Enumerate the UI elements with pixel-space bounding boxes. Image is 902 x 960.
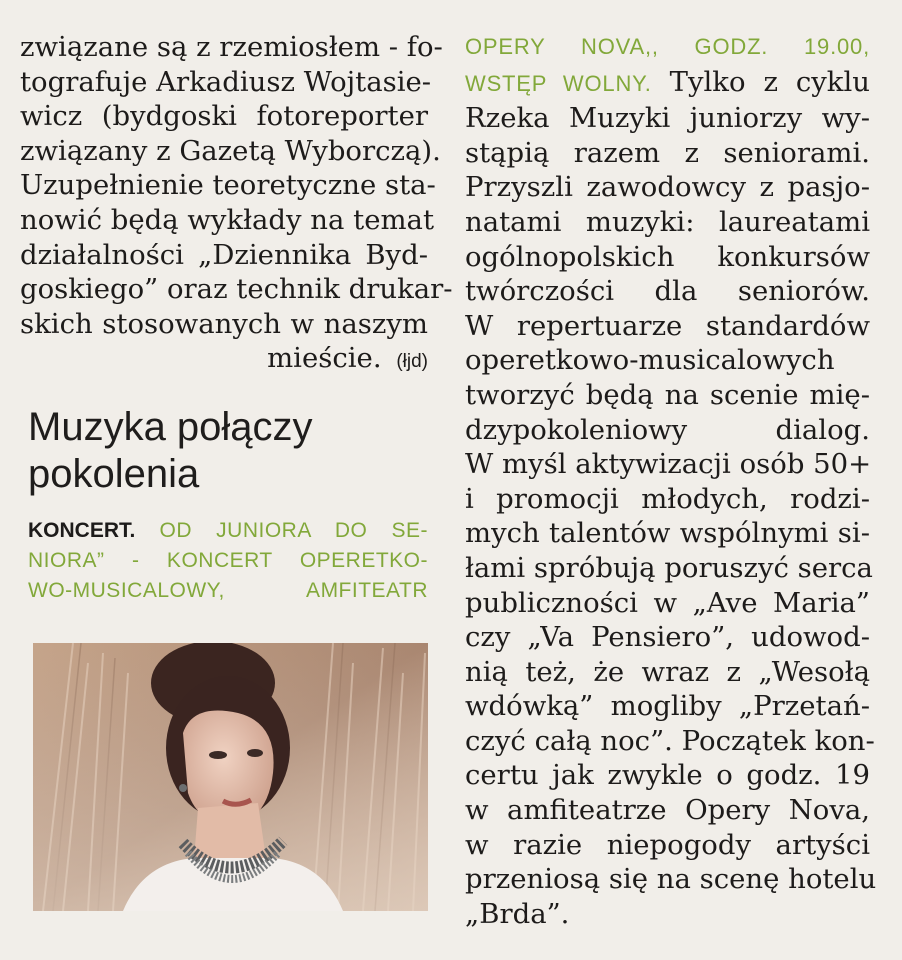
text-line: związany z Gazetą Wyborczą).: [20, 134, 441, 167]
text-line: Przyszli zawodowcy z pasjo-: [465, 171, 870, 204]
lead-line: NIORA” - KONCERT OPERETKO-: [28, 549, 428, 572]
text-line: [465, 65, 870, 102]
kicker-label: KONCERT.: [28, 519, 136, 542]
lead-line: WO-MUSICALOWY, AMFITEATR: [28, 579, 428, 602]
text-line: twórczości dla seniorów.: [465, 275, 870, 308]
author-initials: (łjd): [396, 351, 428, 373]
previous-article-text: [20, 30, 453, 380]
lead-line: [28, 516, 428, 546]
text-line: Uzupełnienie teoretyczne sta-: [20, 169, 436, 202]
article-headline: [28, 404, 448, 498]
lead-text: OD JUNIORA DO SE-: [159, 519, 428, 542]
text-line: czy „Va Pensiero”, udowod-: [465, 621, 870, 654]
text-line: operetkowo-musicalowych: [465, 344, 835, 377]
text-line-last: „Brda”.: [465, 897, 570, 930]
headline-line: pokolenia: [28, 452, 200, 496]
article-body: [465, 30, 877, 931]
text-line: tografuje Arkadiusz Wojtasie-: [20, 65, 432, 98]
text-line: działalności „Dziennika Byd-: [20, 238, 428, 271]
text-line: łami spróbują poruszyć serca: [465, 551, 873, 584]
text-line: związane są z rzemiosłem - fo-: [20, 31, 443, 63]
text-line: wdówką” mogliby „Przetań-: [465, 690, 870, 723]
text-line: tworzyć będą na scenie mię-: [465, 378, 870, 411]
text-line: goskiego” oraz technik drukar-: [20, 273, 453, 306]
text-line: natami muzyki: laureatami: [465, 205, 870, 238]
headline-line: Muzyka połączy: [28, 405, 313, 449]
text-line: mych talentów wspólnymi si-: [465, 517, 870, 550]
text-line: certu jak zwykle o godz. 19: [465, 759, 870, 792]
text-line: nowić będą wykłady na temat: [20, 203, 434, 236]
article-photo: [33, 643, 428, 911]
text-line: w amfiteatrze Opery Nova,: [465, 794, 870, 827]
text-line: ogólnopolskich konkursów: [465, 240, 870, 273]
text-line: W myśl aktywizacji osób 50+: [465, 448, 872, 481]
lead-continuation: OPERY NOVA,, GODZ. 19.00,: [465, 34, 870, 59]
body-text: Tylko z cyklu: [669, 65, 870, 98]
text-line: W repertuarze standardów: [465, 309, 870, 342]
text-line-last: [20, 341, 428, 380]
last-line-text: mieście.: [267, 342, 382, 375]
lead-continuation: WSTĘP WOLNY.: [465, 70, 652, 96]
text-line: Rzeka Muzyki juniorzy wy-: [465, 102, 870, 135]
text-line: skich stosowanych w naszym: [20, 307, 428, 340]
text-line: w razie niepogody artyści: [465, 828, 870, 861]
article-lead: [28, 516, 428, 606]
text-line: stąpią razem z seniorami.: [465, 136, 870, 169]
text-line: przeniosą się na scenę hotelu: [465, 863, 877, 896]
portrait-image: [33, 643, 428, 911]
text-line: czyć całą noc”. Początek kon-: [465, 724, 875, 757]
text-line: publiczności w „Ave Maria”: [465, 586, 870, 619]
text-line: nią też, że wraz z „Wesołą: [465, 655, 870, 688]
text-line: dzypokoleniowy dialog.: [465, 413, 870, 446]
text-line: wicz (bydgoski fotoreporter: [20, 100, 428, 133]
text-line: i promocji młodych, rodzi-: [465, 482, 870, 515]
